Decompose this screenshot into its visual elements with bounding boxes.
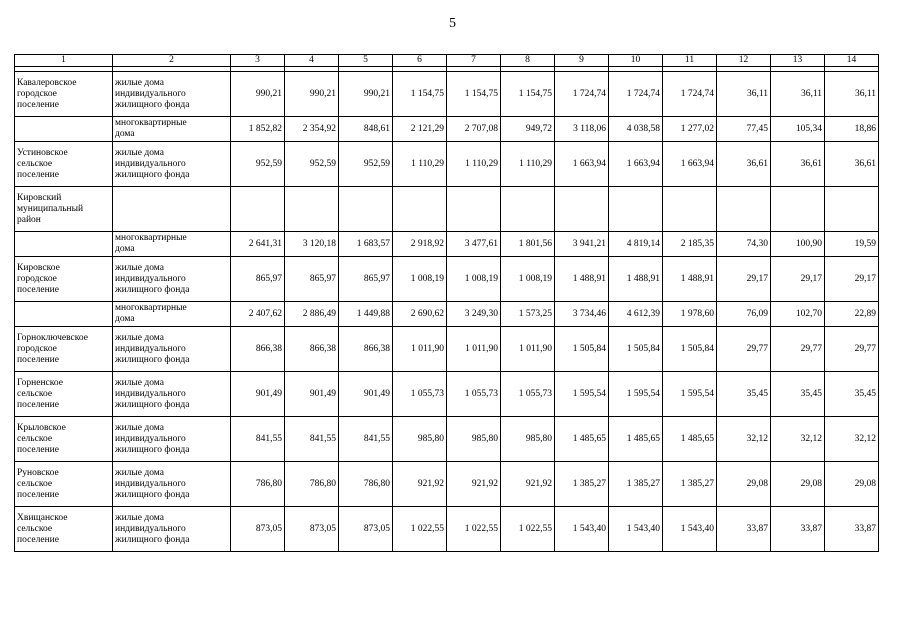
settlement-cell: Руновское сельское поселение [15,462,113,507]
settlement-cell: Горненское сельское поселение [15,372,113,417]
header-row [15,55,879,67]
housing-type-cell: многоквартирные дома [113,232,231,257]
table-row [15,257,879,302]
value-cell: 1 055,73 [447,372,501,417]
table-row [15,142,879,187]
value-cell: 1 485,65 [663,417,717,462]
value-cell: 32,12 [825,417,879,462]
value-cell: 29,08 [771,462,825,507]
value-cell: 36,61 [825,142,879,187]
column-header: 5 [339,55,393,67]
value-cell: 1 008,19 [393,257,447,302]
value-cell: 873,05 [285,507,339,552]
value-cell: 865,97 [285,257,339,302]
value-cell: 2 886,49 [285,302,339,327]
settlement-cell: Кировское городское поселение [15,257,113,302]
housing-type-cell [113,187,231,232]
value-cell [447,187,501,232]
value-cell: 36,11 [717,72,771,117]
value-cell: 1 022,55 [447,507,501,552]
value-cell: 4 038,58 [609,117,663,142]
value-cell: 786,80 [339,462,393,507]
table-body [15,55,879,552]
value-cell: 873,05 [339,507,393,552]
value-cell: 921,92 [393,462,447,507]
value-cell: 18,86 [825,117,879,142]
column-header: 7 [447,55,501,67]
value-cell: 866,38 [339,327,393,372]
housing-type-cell: жилые дома индивидуального жилищного фонда [113,327,231,372]
value-cell: 77,45 [717,117,771,142]
value-cell [393,187,447,232]
value-cell: 4 612,39 [609,302,663,327]
value-cell [609,187,663,232]
value-cell: 901,49 [231,372,285,417]
value-cell: 1 663,94 [609,142,663,187]
value-cell [501,187,555,232]
value-cell: 1 277,02 [663,117,717,142]
value-cell: 1 022,55 [393,507,447,552]
value-cell: 29,08 [825,462,879,507]
housing-type-cell: жилые дома индивидуального жилищного фонда [113,417,231,462]
value-cell: 865,97 [339,257,393,302]
table-row [15,187,879,232]
value-cell: 1 485,65 [555,417,609,462]
value-cell: 1 055,73 [501,372,555,417]
column-header: 3 [231,55,285,67]
settlement-cell [15,302,113,327]
value-cell: 29,77 [717,327,771,372]
settlement-cell: Горноключевское городское поселение [15,327,113,372]
value-cell: 74,30 [717,232,771,257]
value-cell: 2 641,31 [231,232,285,257]
value-cell: 1 154,75 [447,72,501,117]
value-cell: 1 505,84 [663,327,717,372]
value-cell: 1 485,65 [609,417,663,462]
value-cell: 1 543,40 [555,507,609,552]
value-cell: 33,87 [717,507,771,552]
value-cell: 33,87 [825,507,879,552]
value-cell: 2 407,62 [231,302,285,327]
settlement-cell: Крыловское сельское поселение [15,417,113,462]
value-cell: 1 505,84 [555,327,609,372]
table-row [15,507,879,552]
value-cell: 4 819,14 [609,232,663,257]
value-cell: 1 663,94 [663,142,717,187]
value-cell: 1 154,75 [393,72,447,117]
value-cell [771,187,825,232]
value-cell: 1 595,54 [609,372,663,417]
value-cell: 1 110,29 [447,142,501,187]
value-cell [825,187,879,232]
value-cell: 3 120,18 [285,232,339,257]
settlement-cell [15,117,113,142]
value-cell [555,187,609,232]
value-cell: 985,80 [501,417,555,462]
value-cell: 36,61 [717,142,771,187]
column-header: 8 [501,55,555,67]
value-cell: 1 488,91 [555,257,609,302]
settlement-cell: Кировский муниципальный район [15,187,113,232]
column-header: 11 [663,55,717,67]
value-cell: 1 488,91 [609,257,663,302]
column-header: 4 [285,55,339,67]
value-cell: 841,55 [339,417,393,462]
value-cell: 1 385,27 [663,462,717,507]
value-cell [285,187,339,232]
value-cell: 901,49 [339,372,393,417]
value-cell: 841,55 [285,417,339,462]
value-cell: 2 121,29 [393,117,447,142]
housing-type-cell: многоквартирные дома [113,302,231,327]
value-cell: 1 008,19 [447,257,501,302]
value-cell [231,187,285,232]
value-cell: 985,80 [393,417,447,462]
value-cell: 786,80 [285,462,339,507]
table-row [15,327,879,372]
value-cell: 1 110,29 [393,142,447,187]
value-cell: 100,90 [771,232,825,257]
value-cell: 1 724,74 [609,72,663,117]
column-header: 9 [555,55,609,67]
value-cell: 1 978,60 [663,302,717,327]
value-cell [663,187,717,232]
value-cell: 990,21 [339,72,393,117]
column-header: 14 [825,55,879,67]
value-cell: 105,34 [771,117,825,142]
table-row [15,462,879,507]
value-cell: 36,11 [771,72,825,117]
value-cell: 1 595,54 [663,372,717,417]
column-header: 1 [15,55,113,67]
table-row [15,117,879,142]
value-cell: 952,59 [285,142,339,187]
value-cell: 29,77 [771,327,825,372]
value-cell: 1 385,27 [609,462,663,507]
table-row [15,372,879,417]
table-row [15,417,879,462]
value-cell: 35,45 [825,372,879,417]
value-cell: 1 801,56 [501,232,555,257]
value-cell: 32,12 [717,417,771,462]
settlement-cell: Устиновское сельское поселение [15,142,113,187]
value-cell: 2 690,62 [393,302,447,327]
value-cell: 1 385,27 [555,462,609,507]
value-cell: 1 663,94 [555,142,609,187]
tariff-table [14,54,879,552]
value-cell: 35,45 [717,372,771,417]
value-cell: 985,80 [447,417,501,462]
value-cell: 36,11 [825,72,879,117]
value-cell: 2 918,92 [393,232,447,257]
value-cell: 990,21 [231,72,285,117]
housing-type-cell: жилые дома индивидуального жилищного фонда [113,462,231,507]
value-cell: 22,89 [825,302,879,327]
column-header: 6 [393,55,447,67]
value-cell: 921,92 [447,462,501,507]
value-cell: 1 724,74 [663,72,717,117]
value-cell: 1 011,90 [393,327,447,372]
value-cell: 35,45 [771,372,825,417]
value-cell: 3 118,06 [555,117,609,142]
value-cell: 1 011,90 [501,327,555,372]
value-cell: 786,80 [231,462,285,507]
housing-type-cell: жилые дома индивидуального жилищного фонда [113,142,231,187]
value-cell: 29,08 [717,462,771,507]
value-cell: 2 707,08 [447,117,501,142]
value-cell: 865,97 [231,257,285,302]
value-cell: 848,61 [339,117,393,142]
housing-type-cell: жилые дома индивидуального жилищного фонда [113,257,231,302]
value-cell: 1 543,40 [663,507,717,552]
settlement-cell: Кавалеровское городское поселение [15,72,113,117]
value-cell: 949,72 [501,117,555,142]
value-cell: 1 008,19 [501,257,555,302]
value-cell: 1 488,91 [663,257,717,302]
table-row [15,302,879,327]
value-cell: 2 354,92 [285,117,339,142]
table-row [15,232,879,257]
value-cell: 102,70 [771,302,825,327]
value-cell: 952,59 [231,142,285,187]
value-cell: 1 543,40 [609,507,663,552]
value-cell: 3 941,21 [555,232,609,257]
housing-type-cell: жилые дома индивидуального жилищного фонда [113,507,231,552]
value-cell: 29,77 [825,327,879,372]
value-cell: 1 110,29 [501,142,555,187]
value-cell: 866,38 [231,327,285,372]
column-header: 10 [609,55,663,67]
value-cell: 3 734,46 [555,302,609,327]
value-cell [717,187,771,232]
value-cell: 19,59 [825,232,879,257]
settlement-cell: Хвищанское сельское поселение [15,507,113,552]
value-cell: 921,92 [501,462,555,507]
value-cell: 1 011,90 [447,327,501,372]
value-cell: 76,09 [717,302,771,327]
value-cell: 32,12 [771,417,825,462]
value-cell: 29,17 [717,257,771,302]
housing-type-cell: жилые дома индивидуального жилищного фонда [113,72,231,117]
value-cell: 1 595,54 [555,372,609,417]
value-cell: 3 477,61 [447,232,501,257]
value-cell: 1 852,82 [231,117,285,142]
value-cell: 1 449,88 [339,302,393,327]
housing-type-cell: жилые дома индивидуального жилищного фонда [113,372,231,417]
value-cell: 29,17 [825,257,879,302]
value-cell: 1 055,73 [393,372,447,417]
page-number: 5 [449,16,456,31]
value-cell: 1 683,57 [339,232,393,257]
value-cell: 1 724,74 [555,72,609,117]
value-cell: 1 154,75 [501,72,555,117]
value-cell: 36,61 [771,142,825,187]
value-cell: 1 573,25 [501,302,555,327]
column-header: 13 [771,55,825,67]
value-cell: 952,59 [339,142,393,187]
value-cell: 3 249,30 [447,302,501,327]
value-cell: 866,38 [285,327,339,372]
value-cell: 2 185,35 [663,232,717,257]
column-header: 2 [113,55,231,67]
value-cell: 841,55 [231,417,285,462]
table-row [15,72,879,117]
value-cell: 1 022,55 [501,507,555,552]
value-cell: 990,21 [285,72,339,117]
column-header: 12 [717,55,771,67]
value-cell: 1 505,84 [609,327,663,372]
value-cell [339,187,393,232]
settlement-cell [15,232,113,257]
value-cell: 901,49 [285,372,339,417]
housing-type-cell: многоквартирные дома [113,117,231,142]
value-cell: 33,87 [771,507,825,552]
value-cell: 873,05 [231,507,285,552]
value-cell: 29,17 [771,257,825,302]
